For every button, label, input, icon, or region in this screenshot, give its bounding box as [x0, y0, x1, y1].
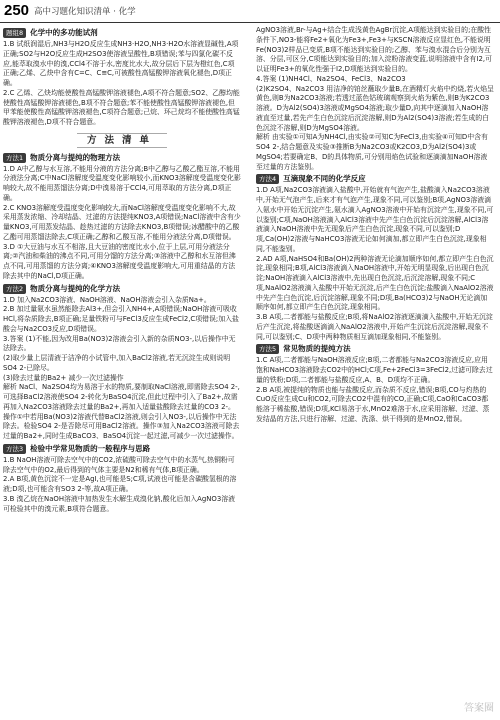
answer-paragraph: 解析 NaCl、Na2SO4均为易溶于水的物质,要制取NaCl溶液,即需除去SO4 2-,可选择BaCl2溶液使SO4 2-转化为BaSO4沉淀,但此过程中引入了Ba2+,故需再加入Na2CO3溶液除去过量的Ba2+,再加入适量盐酸除去过量的CO3 2-。操作①中若用Ba(NO3)2溶液代替BaCl2溶液,则会引入NO3-,以后操作中无法除去。检验SO4 2-是否除尽可用BaCl2溶液。操作③加入Na2CO3溶液可除去过量的Ba2+,同时生成BaCO3、BaSO4沉淀一起过滤,可减少一次过滤操作。	[3, 383, 240, 440]
section-heading	[3, 443, 241, 455]
answer-paragraph: 解析 由实验①可知A为NH4Cl,由实验②可知C为FeCl3,由实验④可知D中含有SO4 2-,结合题意及实验③推断B为Na2CO3或K2CO3,D为Al2(SO4)3或MgSO4;若要确定B、D的具体物质,可分别用焰色试验和逐滴滴加NaOH溶液至过量的方法鉴别。	[256, 133, 488, 171]
section-tag: 方法3	[3, 444, 26, 454]
answer-paragraph: 1.D 加入Na2CO3溶液、NaOH溶液、NaOH溶液会引入杂质Na+。	[3, 295, 211, 304]
answer-paragraph: 2.A B项,黄色沉淀不一定是AgI,也可能是S;C项,试液也可能是含碳酸氢根的溶液;D项,也可能含有SO3 2-等,故A项正确。	[3, 475, 237, 493]
section-tag: 方法5	[256, 344, 279, 354]
section-title: 物质分离与提纯的物理方法	[30, 152, 121, 162]
answer-paragraph: 2.C 乙烯、乙炔均能使酸性高锰酸钾溶液褪色,A项不符合题意;SO2、乙醇均能使酸性高锰酸钾溶液褪色,B项不符合题意;苯不能使酸性高锰酸钾溶液褪色,但甲苯能使酸性高锰酸钾溶液褪色,C项符合题意;己烷、环己烷均不能使酸性高锰酸钾溶液褪色,D项不符合题意。	[3, 88, 240, 126]
answer-paragraph: 3.B 溴乙烷在NaOH溶液中加热发生水解生成溴化钠,酸化后加入AgNO3溶液可检验其中的溴元素,B项符合题意。	[3, 494, 235, 513]
answer-paragraph: 4.答案 (1)NH4Cl、Na2SO4、FeCl3、Na2CO3	[256, 74, 406, 83]
answer-paragraph: 1.D A中乙醇与水互溶,不能用分液的方法分离;B中乙醇与乙酸乙酯互溶,不能用分液法分离;C中NaCl溶解度受温度变化影响较小,而KNO3溶解度受温度变化影响较大,故不能用蒸馏法分离;D中溴易溶于CCl4,可用萃取的方法分离,D项正确。	[3, 164, 241, 202]
answer-paragraph: AgNO3溶液,Br-与Ag+结合生成浅黄色AgBr沉淀,A项能达到实验目的;在酸性条件下,NO3-能将Fe2+氧化为Fe3+,Fe3+与KSCN溶液反应显红色,不能说明Fe(NO3)2样品已变质,B项不能达到实验目的;乙醇、苯与溴水混合后分别为互溶、分层,可区分,C项能达到实验目的;加入淀粉溶液变蓝,说明溶液中含有I2,可以证明Fe3+的氧化性强于I2,D项能达到实验目的。	[256, 26, 492, 73]
answer-paragraph: 2.B A项,被提纯的物质也能与盐酸反应,而杂质不反应,错误;B项,CO与灼热的CuO反应生成Cu和CO2,可除去CO2中混有的CO,正确;C项,CaO和CaCO3都能溶于稀盐酸,错误;D项,KCl易溶于水,MnO2难溶于水,应采用溶解、过滤、蒸发结晶的方法,只进行溶解、过滤、洗涤、烘干得到的是MnO2,错误。	[256, 385, 490, 423]
page-header	[0, 0, 500, 23]
answer-paragraph: (3)除去过量的Ba2+ 减少一次过滤操作	[3, 373, 124, 382]
answer-paragraph: 1.B NaOH溶液可除去空气中的CO2,浓硫酸可除去空气中的水蒸气,热铜粉可除去空气中的O2,最后得到的气体主要是N2和稀有气体,B项正确。	[3, 455, 235, 474]
section-title: 常见物质的提纯方法	[283, 344, 351, 354]
method-list-banner	[3, 136, 241, 146]
answer-paragraph: 3.B A项,二者都能与盐酸反应;B项,将NaAlO2溶液逐滴滴入盐酸中,开始无沉淀后产生沉淀,将盐酸逐滴滴入NaAlO2溶液中,开始产生沉淀后沉淀溶解,现象不同,可以鉴别;C、D项中两种物质相互滴加现象相同,不能鉴别。	[256, 313, 493, 341]
page-number: 250	[4, 2, 30, 19]
answer-paragraph: (2)K2SO4、Na2CO3 用洁净的铂丝蘸取少量B,在酒精灯火焰中灼烧,若火焰呈黄色,则B为Na2CO3溶液;若透过蓝色钴玻璃观察到火焰为紫色,则B为K2CO3溶液。D为Al2(SO4)3溶液或MgSO4溶液;取少量D,向其中逐滴加入NaOH溶液直至过量,若先产生白色沉淀后沉淀溶解,则D为Al2(SO4)3溶液;若生成的白色沉淀不溶解,则D为MgSO4溶液。	[256, 84, 494, 132]
watermark: 答案圈	[464, 703, 494, 714]
section-title: 检验中学常见物质的一般程序与思路	[30, 443, 151, 453]
banner-text: 方法清单	[77, 133, 167, 148]
answer-paragraph: 2.AD A项,NaHSO4和Ba(OH)2两种溶液无论滴加顺序如何,都立即产生白色沉淀,现象相同;B项,AlCl3溶液滴入NaOH溶液中,开始无明显现象,后出现白色沉淀;NaOH溶液滴入AlCl3溶液中,先出现白色沉淀,后沉淀溶解,现象不同;C项,NaAlO2溶液滴入盐酸中开始无沉淀,后产生白色沉淀;盐酸滴入NaAlO2溶液中先产生白色沉淀,后沉淀溶解,现象不同;D项,Ba(HCO3)2与NaOH无论滴加顺序如何,都立即产生白色沉淀,现象相同。	[256, 254, 494, 312]
answer-paragraph: 2.B 加过量氨水虽然能除去Al3+,但会引入NH4+,A项错误;NaOH溶液可吸收HCl,将杂质除去,B项正确;足量铁粉可与FeCl3反应生成FeCl2,C项错误;加入盐酸会与Na2CO3反应,D项错误。	[3, 305, 239, 333]
answer-paragraph: 2.C KNO3溶解度受温度变化影响较大,而NaCl溶解度受温度变化影响不大,故采用蒸发浓缩、冷却结晶、过滤的方法提纯KNO3,A项错误;NaCl溶液中含有少量KNO3,可用蒸发结晶、趁热过滤的方法除去KNO3,B项错误;冰醋酸中的乙酸乙酯可用蒸馏法除去,C项正确;乙醇和乙酸互溶,不能用分液法分离,D项错误。	[3, 203, 241, 241]
section-heading	[256, 173, 494, 185]
answer-paragraph: 1.C A项,二者都能与NaOH溶液反应;B项,二者都能与Na2CO3溶液反应,应用饱和NaHCO3溶液除去CO2中的HCl;C项,Fe+2FeCl3=3FeCl2,过滤可除去过量的铁粉;D项,二者都能与盐酸反应,A、B、D项均不正确。	[256, 356, 493, 384]
running-title: 高中习题化知识清单 · 化学	[34, 7, 136, 17]
section-tag: 方法2	[3, 284, 26, 294]
section-heading	[3, 152, 241, 164]
section-title: 互滴现象不同的化学反应	[283, 174, 366, 184]
answer-paragraph: 1.B 试纸润湿后,NH3与H2O反应生成NH3·H2O,NH3·H2O水溶液显碱性,A项正确;SO2与H2O反应生成H2SO3使溶液呈酸性,B项错误;苯与四氯化碳不反应,能萃取溴水中的溴,CCl4不溶于水,密度比水大,故分层后下层为橙红色,C项正确;乙烯、乙炔中含有C=C、C≡C,可被酸性高锰酸钾溶液氧化褪色,D项正确。	[3, 40, 239, 87]
section-heading	[256, 343, 494, 355]
answer-paragraph: 1.D A项,Na2CO3溶液滴入盐酸中,开始就有气泡产生,盐酸滴入Na2CO3溶液中,开始无气泡产生,后来才有气泡产生,现象不同,可以鉴别;B项,AgNO3溶液滴入氨水中开始无沉淀产生,氨水滴入AgNO3溶液中开始有沉淀产生,现象不同,可以鉴别;C项,NaOH溶液滴入AlCl3溶液中先产生白色沉淀后沉淀溶解,AlCl3溶液滴入NaOH溶液中先无现象后产生白色沉淀,现象不同,可以鉴别;D项,Ca(OH)2溶液与NaHCO3溶液无论如何滴加,都立即产生白色沉淀,现象相同,不能鉴别。	[256, 186, 494, 253]
section-tag: 题组8	[3, 28, 26, 38]
answer-paragraph: 3.D ①大豆油与水互不相溶,且大豆油的密度比水小,位于上层,可用分液法分离;②汽油和柴油的沸点不同,可用分馏的方法分离;③溶液中乙醇和水互溶但沸点不同,可用蒸馏的方法分离;④KNO3溶解度受温度影响大,可用重结晶的方法除去其中的NaCl,D项正确。	[3, 242, 236, 280]
answer-paragraph: (2)取少量上层清液于洁净的小试管中,加入BaCl2溶液,若无沉淀生成则说明SO4 2-已除尽。	[3, 354, 231, 372]
left-column	[3, 26, 241, 514]
answer-paragraph: 3.答案 (1)不能,因为改用Ba(NO3)2溶液会引入新的杂质NO3-,以后操作中无法除去。	[3, 334, 236, 353]
right-column	[256, 26, 494, 425]
section-tag: 方法4	[256, 174, 279, 184]
section-title: 物质分离与提纯的化学方法	[30, 283, 121, 293]
section-tag: 方法1	[3, 153, 26, 163]
section-heading	[3, 27, 241, 39]
section-heading	[3, 283, 241, 295]
section-title: 化学中的多功能试剂	[30, 28, 98, 38]
